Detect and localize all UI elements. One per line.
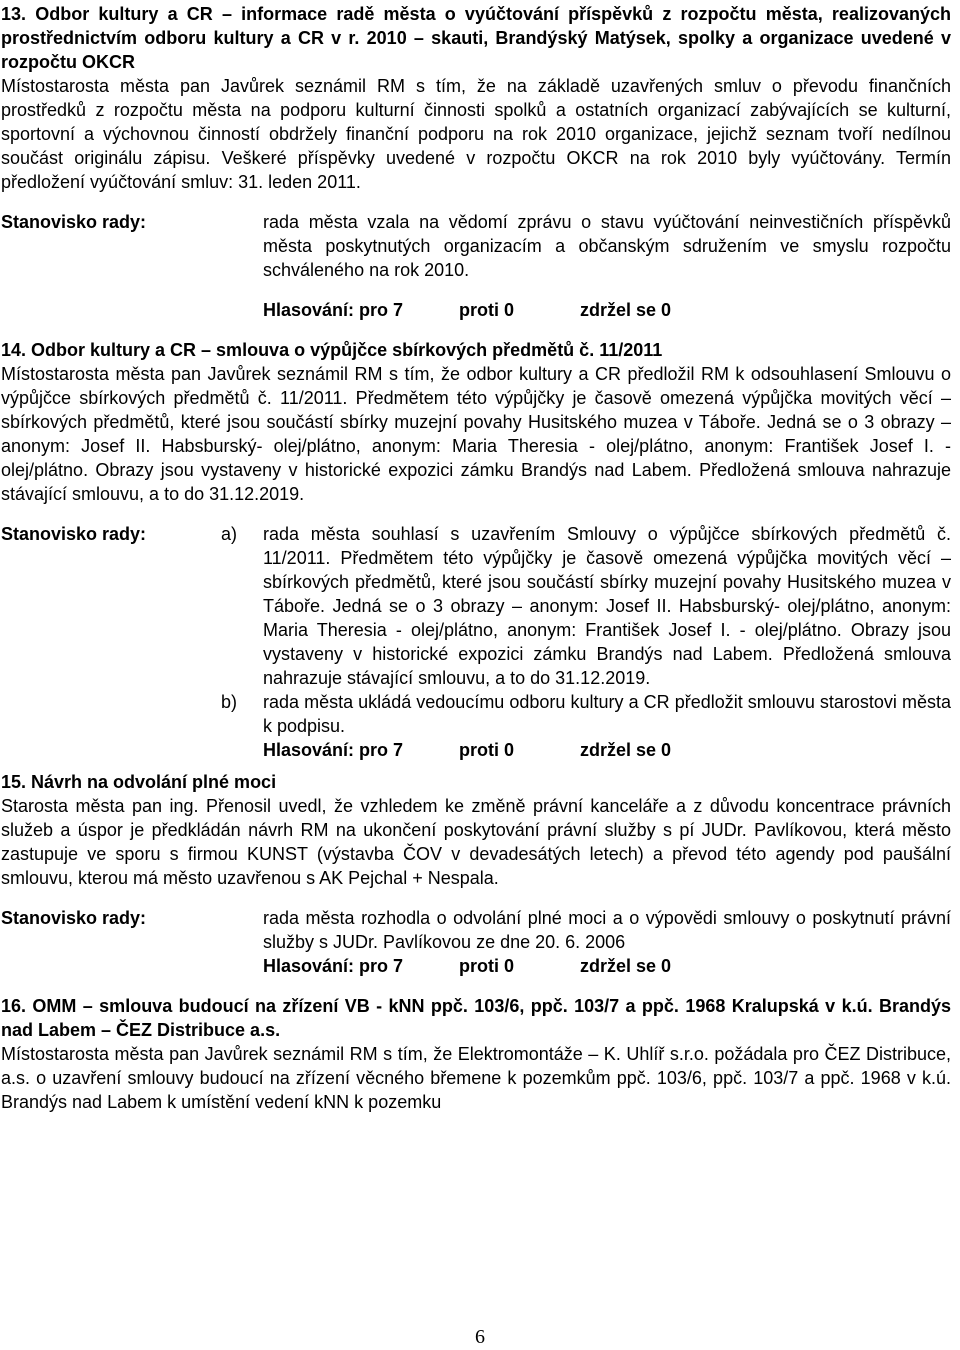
- council-stance: [1, 522, 951, 738]
- council-stance: [1, 906, 951, 954]
- stance-option-a: [221, 522, 951, 690]
- vote-proti: proti 0: [459, 956, 515, 976]
- stance-label: Stanovisko rady:: [1, 212, 147, 232]
- page-number: 6: [475, 1326, 485, 1348]
- stance-option-b: [221, 690, 951, 738]
- vote-pro: Hlasování: pro 7: [263, 956, 404, 976]
- council-stance: [1, 210, 951, 282]
- vote-zdrzel: zdržel se 0: [580, 956, 672, 976]
- section-13: [1, 2, 951, 322]
- section-heading: 16. OMM – smlouva budoucí na zřízení VB - kNN ppč. 103/6, ppč. 103/7 a ppč. 1968 Kralupská v k.ú. Brandýs nad Labem – ČEZ Distribuce a.s.: [1, 996, 951, 1040]
- vote-proti: proti 0: [459, 300, 515, 320]
- section-heading: 14. Odbor kultury a CR – smlouva o výpůjčce sbírkových předmětů č. 11/2011: [1, 340, 663, 360]
- vote-result: [1, 298, 951, 322]
- stance-text: rada města rozhodla o odvolání plné moci a o výpovědi smlouvy o poskytnutí právní služby s JUDr. Pavlíkovou ze dne 20. 6. 2006: [263, 908, 951, 952]
- section-heading: 13. Odbor kultury a CR – informace radě města o vyúčtování příspěvků z rozpočtu města, realizovaných prostřednictvím odboru kultury a CR v r. 2010 – skauti, Brandýský Matýsek, spolky a organizace uvedené v rozpočtu OKCR: [1, 4, 951, 72]
- option-text: rada města ukládá vedoucímu odboru kultury a CR předložit smlouvu starostovi města k podpisu.: [263, 692, 951, 736]
- stance-options: [221, 522, 951, 738]
- stance-label: Stanovisko rady:: [1, 524, 147, 544]
- stance-text: rada města vzala na vědomí zprávu o stavu vyúčtování neinvestičních příspěvků města poskytnutých organizacím a občanským sdružením ve smyslu rozpočtu schváleného na rok 2010.: [263, 212, 951, 280]
- section-body: Starosta města pan ing. Přenosil uvedl, že vzhledem ke změně právní kanceláře a z důvodu koncentrace právních služeb a úspor je předkládán návrh RM na ukončení poskytování právní služby s pí JUDr. Pavlíkovou, která město zastupuje ve sporu s firmou KUNST (výstavba ČOV v devadesátých letech) a převod této agendy pod paušální smlouvu, kterou má město uzavřenou s AK Pejchal + Nespala.: [1, 796, 951, 888]
- section-14: [1, 338, 951, 762]
- vote-result: [1, 954, 951, 978]
- vote-pro: Hlasování: pro 7: [263, 740, 404, 760]
- option-label: b): [221, 692, 238, 712]
- document-content: [1, 2, 951, 1114]
- vote-zdrzel: zdržel se 0: [580, 740, 672, 760]
- section-body: Místostarosta města pan Javůrek seznámil RM s tím, že odbor kultury a CR předložil RM k odsouhlasení Smlouvu o výpůjčce sbírkových předmětů č. 11/2011. Předmětem této výpůjčky je časově omezená výpůjčka movitých věcí – sbírkových předmětů, které jsou součástí sbírky muzejní povahy Husitského muzea v Táboře. Jedná se o 3 obrazy – anonym: Josef II. Habsburský- olej/plátno, anonym: Maria Theresia - olej/plátno, anonym: František Josef I. - olej/plátno. Obrazy jsou vystaveny v historické expozici zámku Brandýs nad Labem. Předložená smlouva nahrazuje stávající smlouvu, a to do 31.12.2019.: [1, 364, 951, 504]
- stance-label: Stanovisko rady:: [1, 908, 147, 928]
- section-15: [1, 770, 951, 978]
- vote-result: [1, 738, 951, 762]
- option-label: a): [221, 524, 238, 544]
- section-body: Místostarosta města pan Javůrek seznámil RM s tím, že na základě uzavřených smluv o převodu finančních prostředků z rozpočtu města na podporu kulturní činnosti spolků a ostatních organizací zabývajících se kulturní, sportovní a výchovnou činností obdržely finanční podporu na rok 2010 organizace, jejichž seznam tvoří nedílnou součást originálu zápisu. Veškeré příspěvky uvedené v rozpočtu OKCR na rok 2010 byly vyúčtovány. Termín předložení vyúčtování smluv: 31. leden 2011.: [1, 76, 951, 192]
- section-body: Místostarosta města pan Javůrek seznámil RM s tím, že Elektromontáže – K. Uhlíř s.r.o. požádala pro ČEZ Distribuce, a.s. o uzavření smlouvy budoucí na zřízení věcného břemene k pozemkům ppč. 103/6, ppč. 103/7 a ppč. 1968 v k.ú. Brandýs nad Labem k umístění vedení kNN k pozemku: [1, 1044, 951, 1112]
- option-text: rada města souhlasí s uzavřením Smlouvy o výpůjčce sbírkových předmětů č. 11/2011. Předmětem této výpůjčky je časově omezená výpůjčka movitých věcí – sbírkových předmětů, které jsou součástí sbírky muzejní povahy Husitského muzea v Táboře. Jedná se o 3 obrazy – anonym: Josef II. Habsburský- olej/plátno, anonym: Maria Theresia - olej/plátno, anonym: František Josef I. - olej/plátno. Obrazy jsou vystaveny v historické expozici zámku Brandýs nad Labem. Předložená smlouva nahrazuje stávající smlouvu, a to do 31.12.2019.: [263, 524, 951, 688]
- vote-zdrzel: zdržel se 0: [580, 300, 672, 320]
- section-16: [1, 994, 951, 1114]
- section-heading: 15. Návrh na odvolání plné moci: [1, 772, 277, 792]
- vote-proti: proti 0: [459, 740, 515, 760]
- vote-pro: Hlasování: pro 7: [263, 300, 404, 320]
